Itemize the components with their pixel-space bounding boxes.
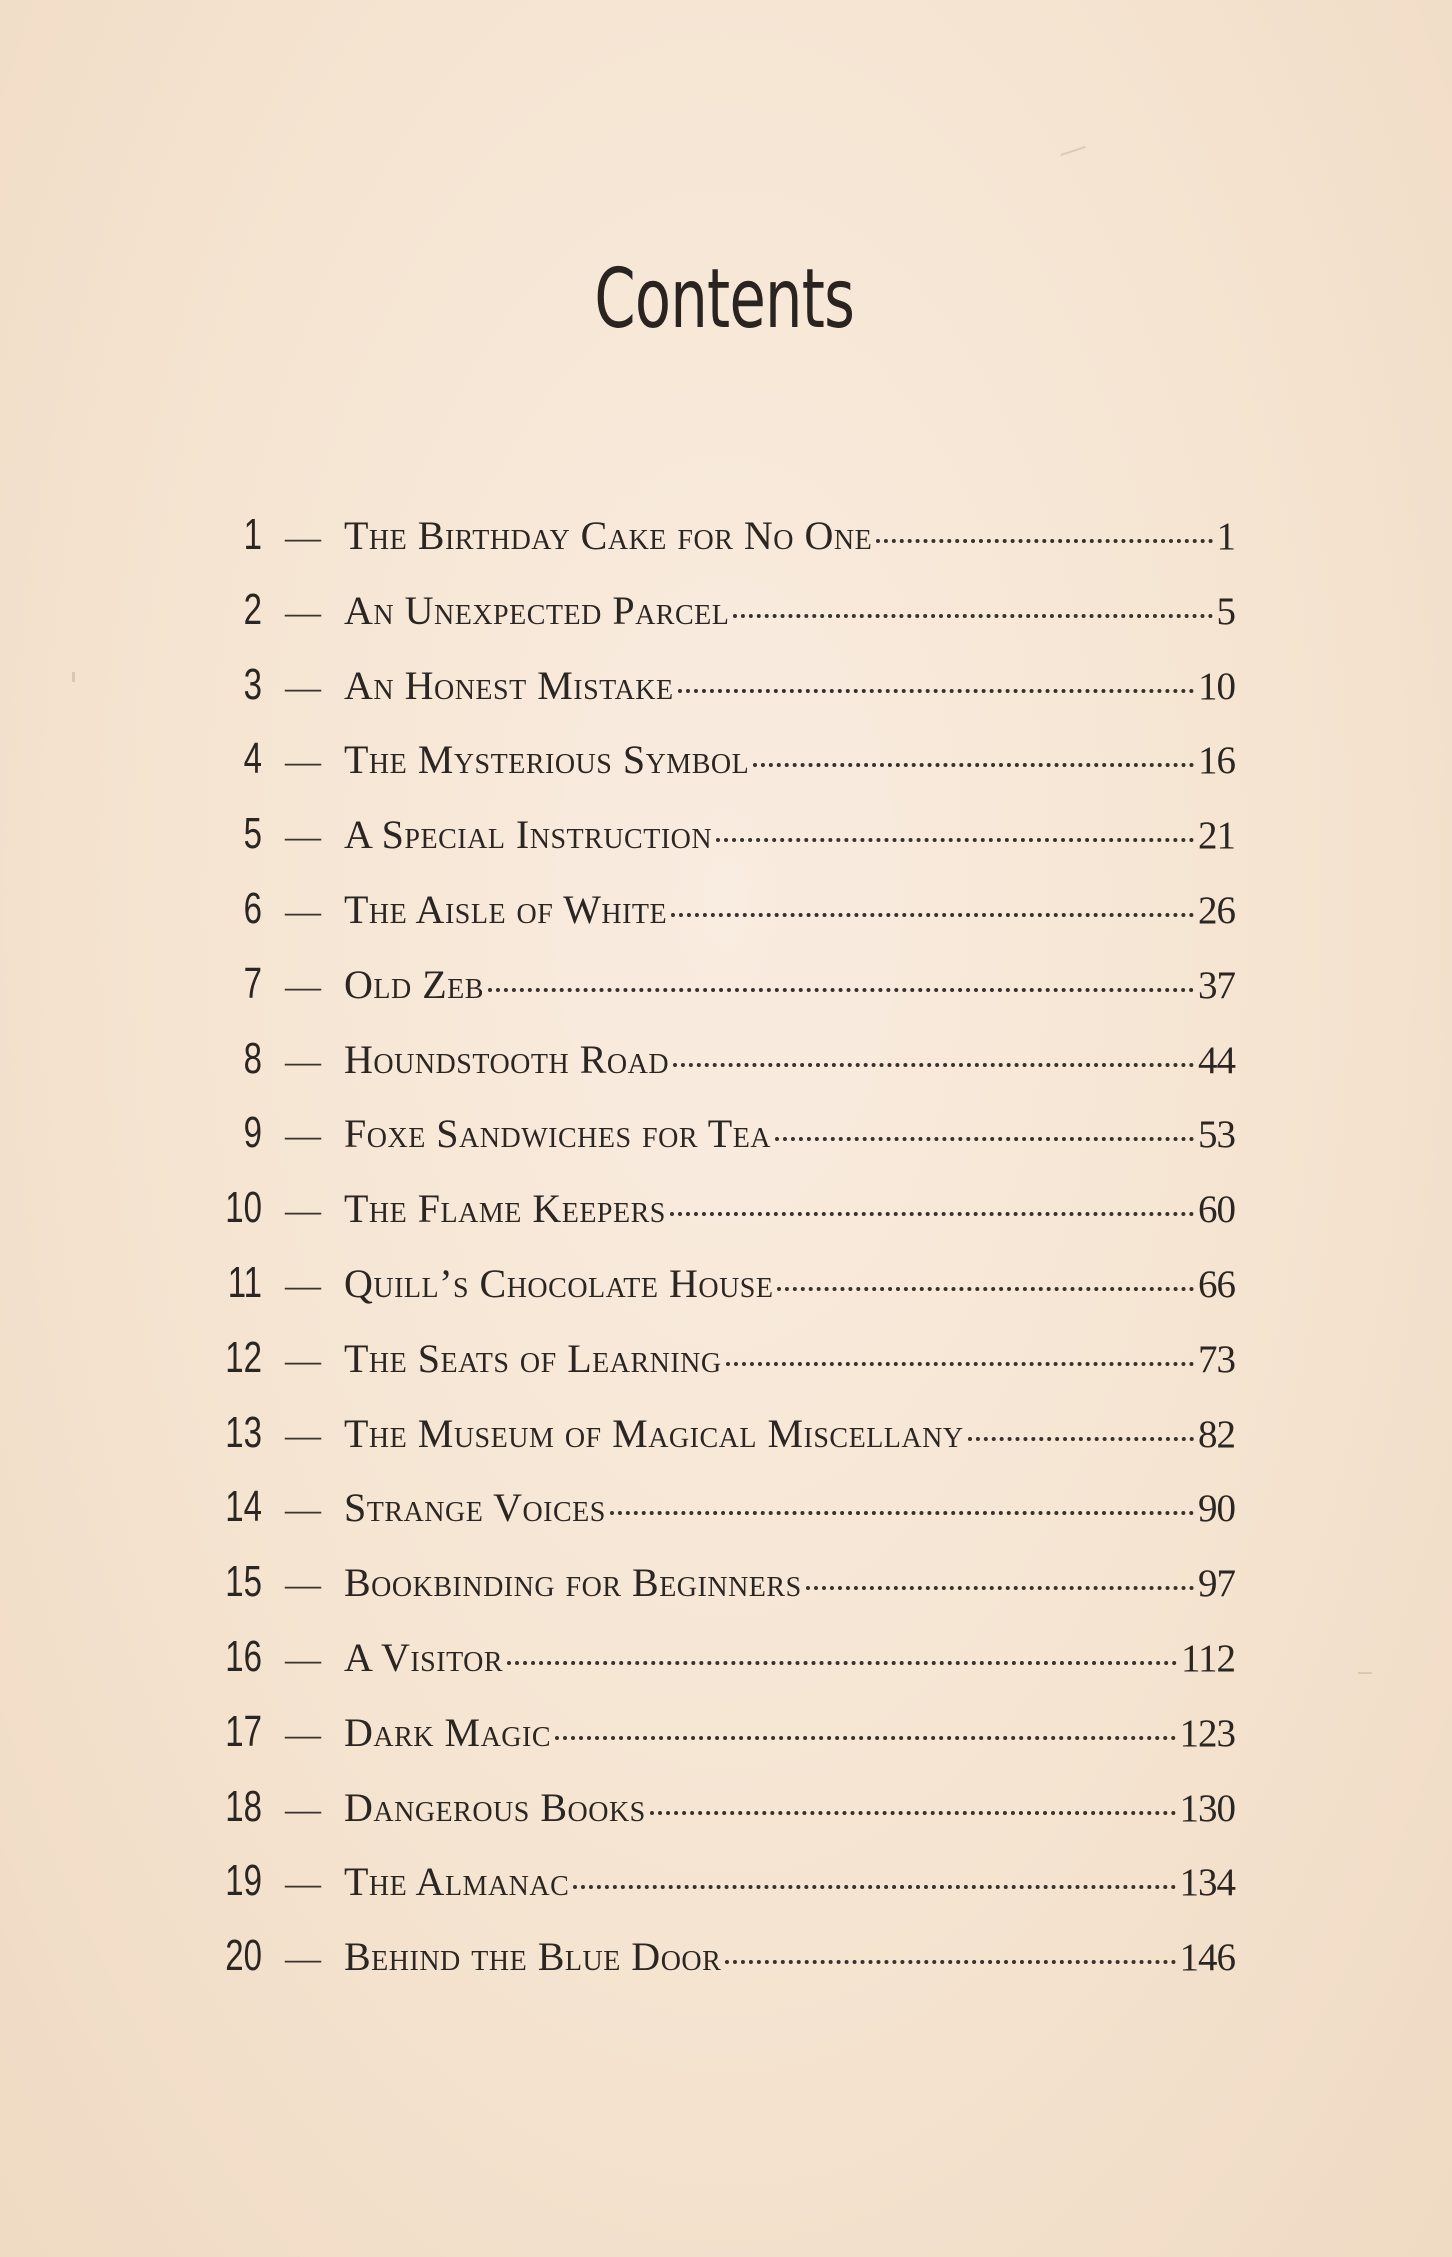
separator-dash: —	[285, 1264, 321, 1305]
toc-entry[interactable]	[200, 734, 1235, 809]
chapter-title: The Seats of Learning	[344, 1335, 722, 1381]
dot-leader	[507, 1661, 1177, 1665]
page-number: 16	[1198, 739, 1235, 783]
chapter-number: 13	[225, 1407, 262, 1457]
chapter-title: Dangerous Books	[344, 1784, 646, 1830]
chapter-title: Bookbinding for Beginners	[344, 1560, 802, 1606]
separator-dash: —	[285, 1040, 321, 1081]
chapter-title: The Aisle of White	[344, 886, 668, 932]
separator-dash: —	[285, 741, 321, 782]
dot-leader	[876, 539, 1212, 543]
page-number: 10	[1198, 664, 1235, 708]
separator-dash: —	[285, 816, 321, 857]
toc-entry[interactable]	[200, 884, 1235, 959]
page-number: 66	[1198, 1262, 1235, 1306]
chapter-number: 3	[243, 659, 262, 709]
dot-leader	[753, 763, 1194, 767]
separator-dash: —	[285, 1638, 321, 1679]
chapter-number: 8	[243, 1033, 262, 1083]
dot-leader	[670, 1212, 1194, 1216]
chapter-title: Old Zeb	[344, 961, 484, 1007]
dot-leader	[806, 1586, 1194, 1590]
chapter-number: 4	[243, 734, 262, 784]
separator-dash: —	[285, 965, 321, 1006]
page-number: 134	[1179, 1861, 1235, 1905]
toc-entry[interactable]	[200, 959, 1235, 1034]
toc-entry[interactable]	[200, 1856, 1235, 1931]
page-number: 26	[1198, 888, 1235, 932]
chapter-number: 17	[225, 1706, 262, 1756]
chapter-number: 10	[225, 1183, 262, 1233]
chapter-title: The Birthday Cake for No One	[344, 513, 873, 558]
chapter-number: 6	[243, 883, 262, 933]
page-number: 146	[1179, 1936, 1235, 1980]
dot-leader	[725, 1960, 1175, 1964]
page-number: 1	[1216, 515, 1235, 558]
separator-dash: —	[285, 1339, 321, 1380]
chapter-number: 7	[243, 958, 262, 1008]
dot-leader	[726, 1362, 1194, 1366]
chapter-title: An Unexpected Parcel	[344, 587, 730, 633]
toc-entry[interactable]	[200, 1333, 1235, 1408]
separator-dash: —	[285, 1713, 321, 1754]
chapter-number: 1	[243, 510, 262, 559]
dot-leader	[777, 1287, 1194, 1291]
page-number: 21	[1198, 814, 1235, 858]
separator-dash: —	[285, 1564, 321, 1605]
chapter-title: A Special Instruction	[344, 812, 713, 858]
chapter-number: 20	[225, 1931, 262, 1981]
paper-speck	[72, 672, 75, 682]
chapter-number: 18	[225, 1781, 262, 1831]
toc-entry[interactable]	[200, 1931, 1235, 2006]
separator-dash: —	[285, 517, 321, 557]
dot-leader	[650, 1811, 1176, 1815]
chapter-title: The Almanac	[344, 1859, 570, 1905]
chapter-title: The Flame Keepers	[344, 1186, 666, 1232]
dot-leader	[716, 838, 1194, 842]
separator-dash: —	[285, 1190, 321, 1231]
chapter-title: A Visitor	[344, 1634, 504, 1680]
chapter-number: 9	[243, 1108, 262, 1158]
page-number: 130	[1179, 1786, 1235, 1830]
toc-entry[interactable]	[200, 1258, 1235, 1333]
toc-entry[interactable]	[200, 1408, 1235, 1483]
page-number: 60	[1198, 1188, 1235, 1232]
page-number: 53	[1198, 1113, 1235, 1157]
chapter-number: 14	[225, 1482, 262, 1532]
page-number: 5	[1216, 589, 1235, 633]
dot-leader	[968, 1437, 1194, 1441]
dot-leader	[671, 913, 1194, 917]
chapter-number: 15	[225, 1557, 262, 1607]
paper-speck	[1060, 146, 1085, 156]
separator-dash: —	[285, 591, 321, 632]
page-number: 90	[1198, 1487, 1235, 1531]
page-number: 82	[1198, 1412, 1235, 1456]
toc-entry[interactable]	[200, 1782, 1235, 1857]
chapter-title: Quill’s Chocolate House	[344, 1260, 774, 1306]
toc-entry[interactable]	[200, 1482, 1235, 1557]
page-number: 73	[1198, 1337, 1235, 1381]
chapter-number: 12	[225, 1332, 262, 1382]
toc-entry[interactable]	[200, 1183, 1235, 1258]
separator-dash: —	[285, 1115, 321, 1156]
chapter-title: The Museum of Magical Miscellany	[344, 1410, 964, 1456]
toc-entry[interactable]	[200, 1108, 1235, 1183]
dot-leader	[555, 1736, 1175, 1740]
separator-dash: —	[285, 1863, 321, 1904]
dot-leader	[488, 988, 1194, 992]
toc-entry[interactable]	[200, 660, 1235, 735]
page-number: 44	[1198, 1038, 1235, 1082]
separator-dash: —	[285, 666, 321, 707]
toc-entry[interactable]	[200, 510, 1235, 585]
separator-dash: —	[285, 1788, 321, 1829]
page-number: 97	[1198, 1562, 1235, 1606]
dot-leader	[610, 1511, 1194, 1515]
separator-dash: —	[285, 1414, 321, 1455]
chapter-title: Behind the Blue Door	[344, 1934, 722, 1980]
separator-dash: —	[285, 1489, 321, 1530]
chapter-number: 11	[227, 1257, 262, 1307]
toc-entry[interactable]	[200, 1557, 1235, 1632]
dot-leader	[678, 689, 1194, 693]
dot-leader	[733, 614, 1212, 618]
toc-entry[interactable]	[200, 1632, 1235, 1707]
chapter-number: 2	[243, 584, 262, 634]
chapter-title: An Honest Mistake	[344, 662, 674, 708]
chapter-number: 5	[243, 809, 262, 859]
table-of-contents	[200, 510, 1235, 2006]
page-title: Contents	[594, 252, 855, 347]
chapter-title: The Mysterious Symbol	[344, 737, 750, 783]
chapter-title: Houndstooth Road	[344, 1036, 670, 1082]
dot-leader	[775, 1137, 1194, 1141]
toc-entry[interactable]	[200, 809, 1235, 884]
paper-speck	[1358, 1672, 1372, 1674]
chapter-title: Strange Voices	[344, 1485, 606, 1531]
toc-entry[interactable]	[200, 1707, 1235, 1782]
dot-leader	[673, 1063, 1194, 1067]
toc-entry[interactable]	[200, 1034, 1235, 1109]
dot-leader	[573, 1885, 1175, 1889]
chapter-number: 19	[225, 1856, 262, 1906]
toc-entry[interactable]	[200, 585, 1235, 660]
separator-dash: —	[285, 890, 321, 931]
chapter-number: 16	[225, 1631, 262, 1681]
page-number: 37	[1198, 963, 1235, 1007]
chapter-title: Dark Magic	[344, 1709, 552, 1755]
separator-dash: —	[285, 1938, 321, 1979]
page-number: 123	[1179, 1711, 1235, 1755]
chapter-title: Foxe Sandwiches for Tea	[344, 1111, 772, 1157]
page-number: 112	[1180, 1636, 1235, 1680]
